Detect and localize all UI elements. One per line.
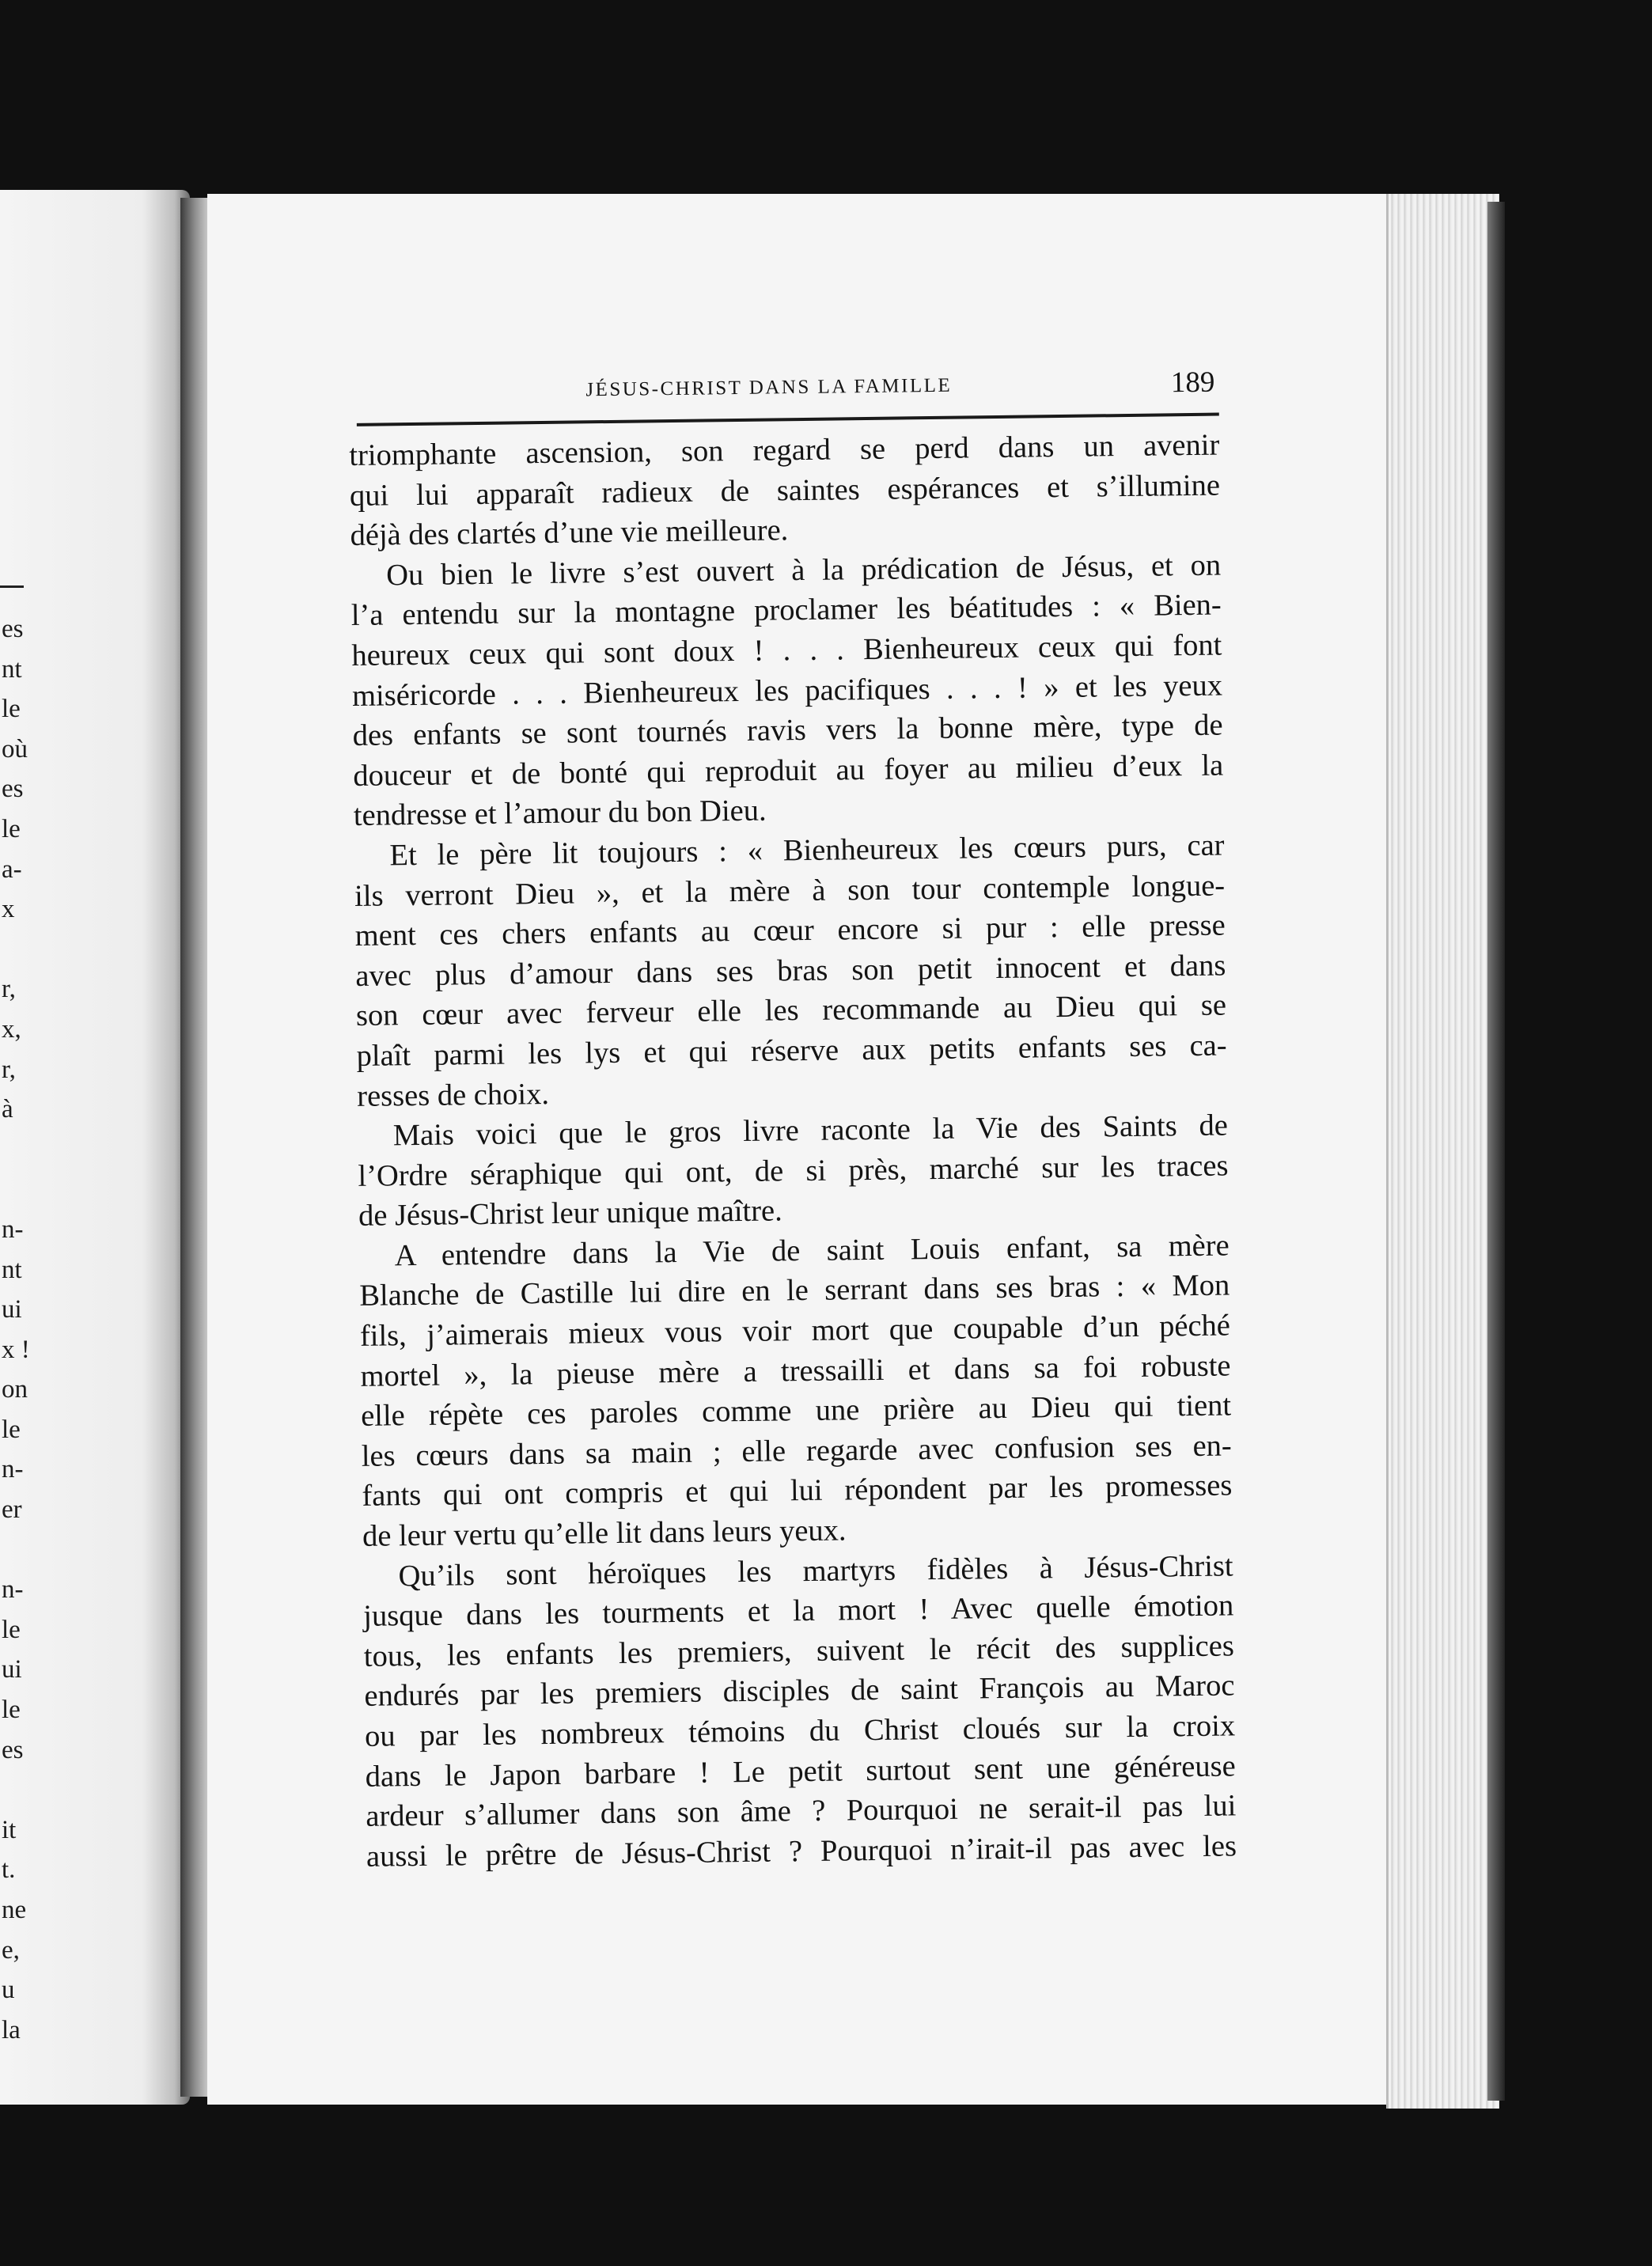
left-fragment: à <box>2 1095 13 1124</box>
running-title: JÉSUS-CHRIST DANS LA FAMILLE <box>585 374 953 401</box>
left-fragment: le <box>2 1615 21 1644</box>
text-line: des enfants se sont tournés ravis vers la bonne mère, type de <box>352 708 1223 753</box>
text-line: aussi le prêtre de Jésus-Christ ? Pourquoi n’irait-il pas avec les <box>366 1829 1237 1874</box>
left-fragment: r, <box>2 1055 16 1084</box>
text-line: mortel », la pieuse mère a tressailli et dans sa foi robuste <box>360 1349 1231 1393</box>
text-line: ils verront Dieu », et la mère à son tour contemple longue- <box>354 869 1226 913</box>
left-fragment: le <box>2 1696 21 1725</box>
left-fragment: où <box>2 734 28 764</box>
text-line: fants qui ont compris et qui lui répondent par les promesses <box>362 1468 1233 1514</box>
text-line: tous, les enfants les premiers, suivent le récit des supplices <box>363 1629 1235 1673</box>
left-fragment: es <box>2 775 24 804</box>
left-fragment <box>2 1530 33 1571</box>
left-fragment: n- <box>2 1214 24 1244</box>
text-line: endurés par les premiers disciples de saint François au Maroc <box>364 1669 1235 1714</box>
text-line: qui lui apparaît radieux de saintes espérances et s’illumine <box>349 468 1221 513</box>
text-line: Ou bien le livre s’est ouvert à la prédication de Jésus, et on <box>385 548 1222 593</box>
left-fragment: u <box>2 1976 15 2005</box>
text-line: plaît parmi les lys et qui réserve aux petits enfants ses ca- <box>356 1029 1227 1073</box>
left-fragment: e, <box>2 1935 20 1965</box>
text-line: resses de choix. <box>356 1077 550 1113</box>
left-fragment: er <box>2 1495 22 1525</box>
text-line: de Jésus-Christ leur unique maître. <box>358 1194 783 1233</box>
left-fragment: es <box>2 615 24 643</box>
left-fragment: ui <box>2 1655 22 1684</box>
left-fragment: on <box>2 1375 28 1404</box>
left-fragment: r, <box>2 975 16 1004</box>
text-line: ou par les nombreux témoins du Christ cloués sur la croix <box>364 1709 1236 1753</box>
left-fragment: nt <box>2 1255 22 1284</box>
left-fragment <box>2 1169 33 1210</box>
text-line: douceur et de bonté qui reproduit au foyer au milieu d’eux la <box>353 748 1224 793</box>
left-fragment: a- <box>2 854 22 884</box>
text-line: fils, j’aimerais mieux vous voir mort que coupable d’un péché <box>359 1309 1231 1353</box>
left-fragment: le <box>2 814 21 843</box>
text-line: heureux ceux qui sont doux ! . . . Bienheureux ceux qui font <box>351 628 1222 673</box>
text-line: ardeur s’allumer dans son âme ? Pourquoi ne serait-il pas lui <box>366 1789 1237 1834</box>
left-fragment: le <box>2 695 21 724</box>
left-fragment: la <box>2 2015 21 2044</box>
page-edges <box>1386 194 1499 2109</box>
left-fragment: nt <box>2 654 22 684</box>
left-fragment: n- <box>2 1455 24 1484</box>
text-line: Qu’ils sont héroïques les martyrs fidèles à Jésus-Christ <box>398 1549 1233 1593</box>
left-fragment: ui <box>2 1295 22 1324</box>
left-fragment <box>2 1130 33 1170</box>
text-line: elle répète ces paroles comme une prière au Dieu qui tient <box>360 1389 1232 1434</box>
running-head <box>356 358 1219 426</box>
text-line: miséricorde . . . Bienheureux les pacifiques . . . ! » et les yeux <box>351 669 1223 713</box>
text-line: les cœurs dans sa main ; elle regarde avec confusion ses en- <box>361 1429 1232 1473</box>
text-line: tendresse et l’amour du bon Dieu. <box>353 794 767 833</box>
left-fragment: it <box>2 1815 17 1844</box>
page-edges-shadow <box>1487 202 1505 2101</box>
text-line: de leur vertu qu’elle lit dans leurs yeux. <box>362 1514 847 1553</box>
text-line: Et le père lit toujours : « Bienheureux les cœurs purs, car <box>389 828 1225 873</box>
text-line: son cœur avec ferveur elle les recommande au Dieu qui se <box>355 988 1227 1033</box>
text-line: Mais voici que le gros livre raconte la Vie des Saints de <box>392 1108 1229 1153</box>
text-line: jusque dans les tourments et la mort ! Avec quelle émotion <box>363 1589 1234 1634</box>
text-line: triomphante ascension, son regard se perd dans un avenir <box>349 428 1220 472</box>
left-page-text-fragments <box>2 609 33 2050</box>
left-fragment <box>2 1770 33 1810</box>
left-fragment: x, <box>2 1014 21 1044</box>
left-fragment: le <box>2 1415 21 1444</box>
text-line: l’Ordre séraphique qui ont, de si près, marché sur les traces <box>358 1149 1229 1193</box>
left-page-rule <box>0 585 24 588</box>
left-fragment: t. <box>2 1855 16 1885</box>
left-fragment: x <box>2 895 15 924</box>
text-line: A entendre dans la Vie de saint Louis enfant, sa mère <box>394 1229 1230 1273</box>
left-page <box>0 190 190 2105</box>
body-text <box>349 426 1237 1878</box>
left-fragment: x ! <box>2 1335 30 1364</box>
left-fragment: n- <box>2 1575 24 1605</box>
text-line: l’a entendu sur la montagne proclamer les béatitudes : « Bien- <box>350 588 1222 633</box>
page-text-block <box>348 358 1237 1878</box>
left-fragment: es <box>2 1735 24 1764</box>
text-line: déjà des clartés d’une vie meilleure. <box>350 513 789 553</box>
page-number: 189 <box>1170 366 1215 400</box>
text-line: Blanche de Castille lui dire en le serrant dans ses bras : « Mon <box>359 1268 1230 1313</box>
text-line: ment ces chers enfants au cœur encore si pur : elle presse <box>354 908 1226 953</box>
left-fragment: ne <box>2 1896 27 1924</box>
left-fragment <box>2 930 33 970</box>
text-line: avec plus d’amour dans ses bras son petit innocent et dans <box>355 949 1226 993</box>
text-line: dans le Japon barbare ! Le petit surtout sent une généreuse <box>365 1749 1236 1794</box>
